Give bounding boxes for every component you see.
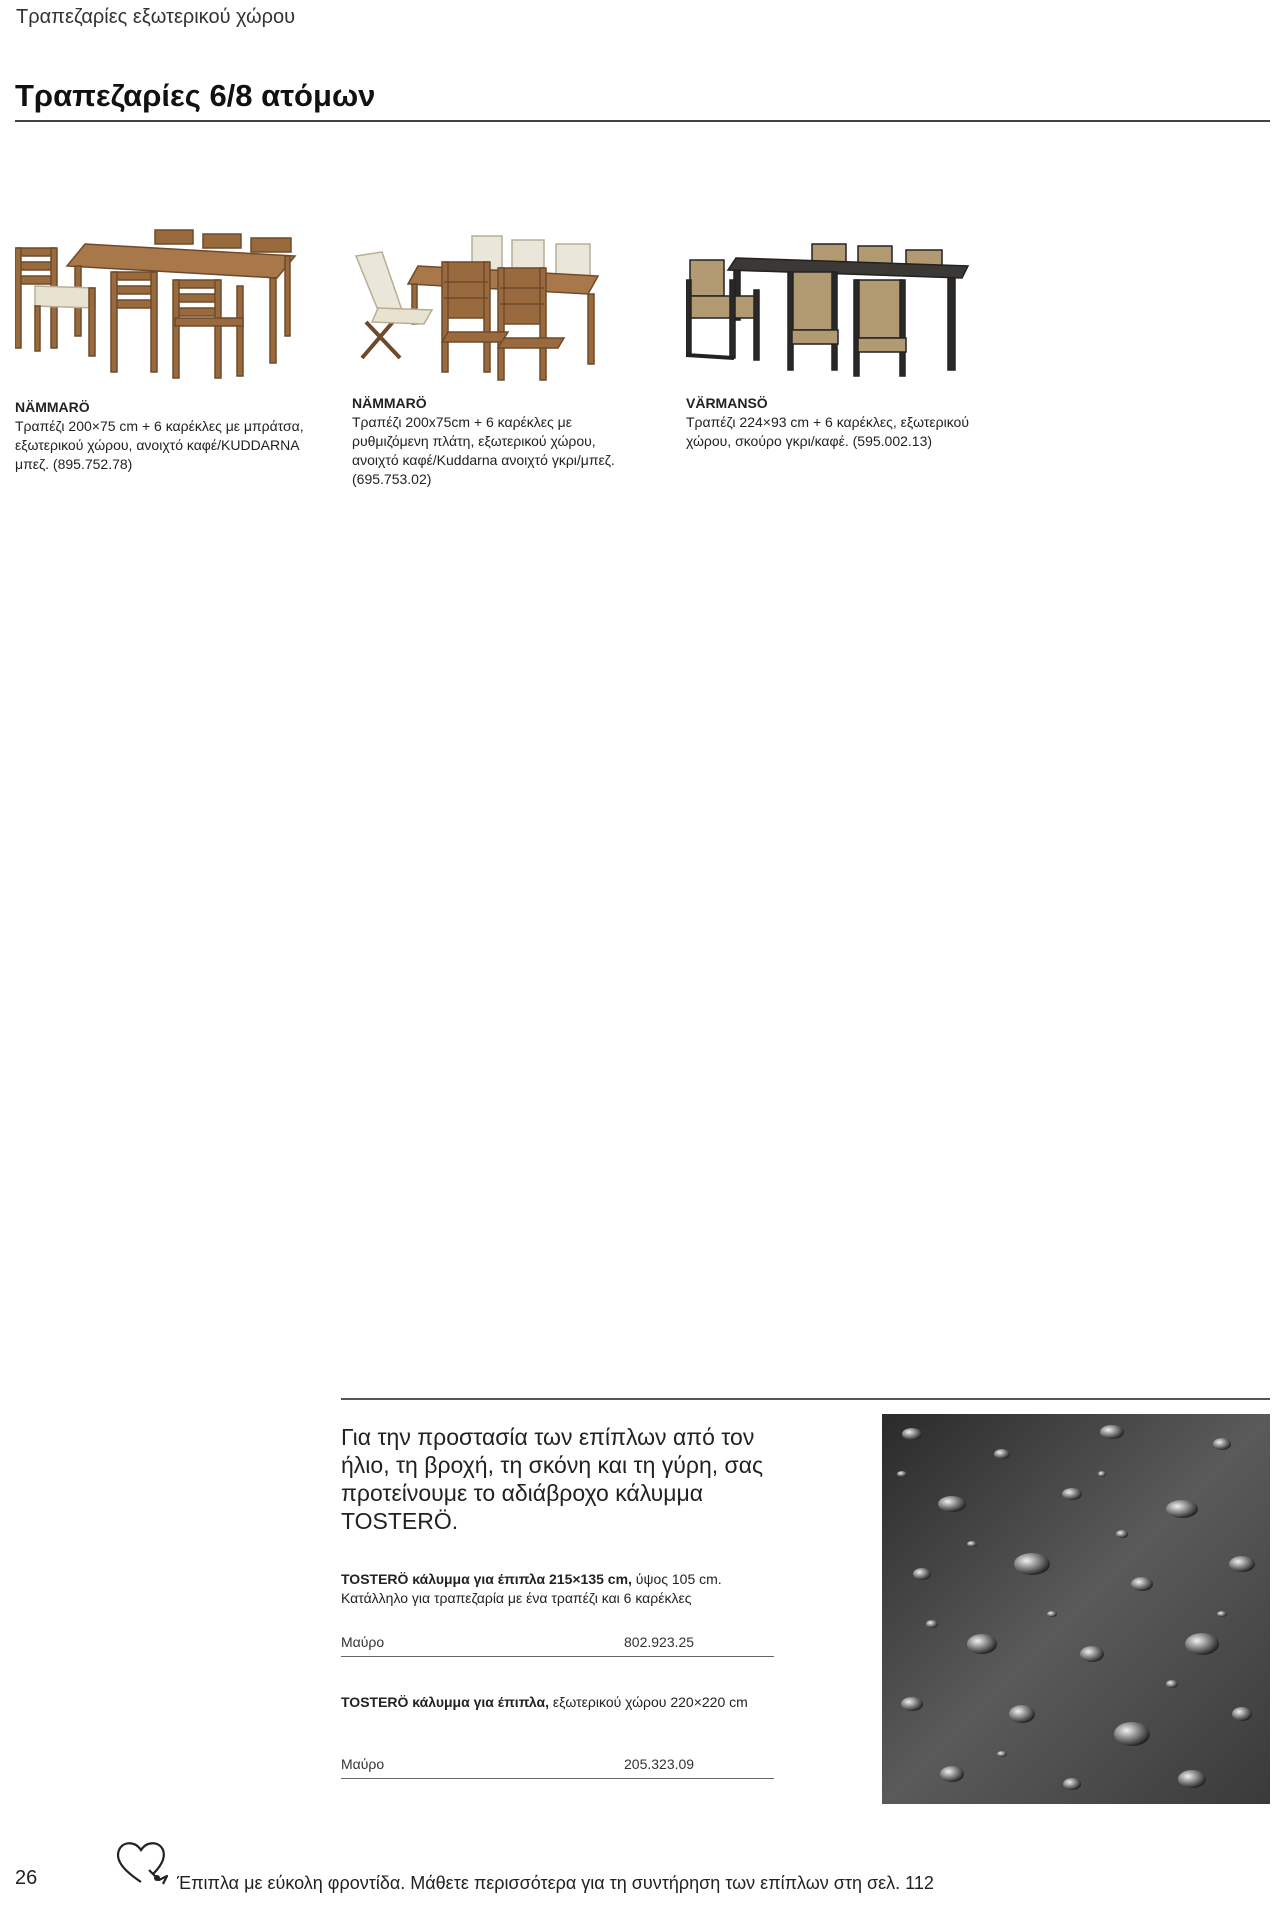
variant-color: Μαύρο bbox=[341, 1756, 385, 1772]
product-name: VÄRMANSÖ bbox=[686, 395, 768, 411]
product-image-varmanso[interactable] bbox=[686, 240, 971, 380]
care-info-text: Έπιπλα με εύκολη φροντίδα. Μάθετε περισσότερα για τη συντήρηση των επίπλων στη σελ. 112 bbox=[177, 1873, 934, 1893]
cover-item-name: TOSTERÖ κάλυμμα για έπιπλα 215×135 cm, bbox=[341, 1571, 632, 1587]
cover-item-1-variant bbox=[341, 1634, 774, 1657]
page-number: 26 bbox=[15, 1867, 38, 1889]
cover-item-2-variant bbox=[341, 1756, 774, 1779]
cover-item-details: ύψος 105 cm. Κατάλληλο για τραπεζαρία με ένα τραπέζι και 6 καρέκλες bbox=[341, 1571, 722, 1606]
breadcrumb: Τραπεζαρίες εξωτερικού χώρου bbox=[16, 6, 296, 28]
product-name: NÄMMARÖ bbox=[15, 399, 90, 415]
cover-item-2 bbox=[341, 1693, 774, 1712]
article-number: 802.923.25 bbox=[624, 1634, 695, 1650]
title-divider bbox=[15, 120, 1270, 122]
article-number: 205.323.09 bbox=[624, 1756, 695, 1772]
wooden-dining-set-reclining-chairs-icon bbox=[352, 232, 602, 387]
product-card-1 bbox=[15, 398, 305, 474]
promo-headline: Για την προστασία των επίπλων από τον ήλιο, τη βροχή, τη σκόνη και τη γύρη, σας προτείνουμε το αδιάβροχο κάλυμμα TOSTERÖ. bbox=[341, 1424, 764, 1534]
product-image-nammaro-armchairs[interactable] bbox=[15, 226, 305, 381]
page-title: Τραπεζαρίες 6/8 ατόμων bbox=[15, 78, 376, 113]
product-name: NÄMMARÖ bbox=[352, 395, 427, 411]
dark-dining-set-rattan-chairs-icon bbox=[686, 240, 971, 380]
variant-color: Μαύρο bbox=[341, 1634, 385, 1650]
cover-item-name: TOSTERÖ κάλυμμα για έπιπλα, bbox=[341, 1694, 550, 1710]
cover-item-1 bbox=[341, 1570, 774, 1608]
product-description: Τραπέζι 224×93 cm + 6 καρέκλες, εξωτερικού χώρου, σκούρο γκρι/καφέ. (595.002.13) bbox=[686, 414, 969, 449]
product-description: Τραπέζι 200x75cm + 6 καρέκλες με ρυθμιζόμενη πλάτη, εξωτερικού χώρου, ανοιχτό καφέ/Kuddarna ανοιχτό γκρι/μπεζ. (695.753.02) bbox=[352, 414, 615, 487]
product-card-2 bbox=[352, 394, 622, 489]
product-description: Τραπέζι 200×75 cm + 6 καρέκλες με μπράτσα, εξωτερικού χώρου, ανοιχτό καφέ/KUDDARNA μπεζ. (895.752.78) bbox=[15, 418, 304, 472]
heart-care-icon bbox=[113, 1834, 173, 1894]
product-image-nammaro-reclining[interactable] bbox=[352, 232, 602, 387]
product-card-3 bbox=[686, 394, 986, 451]
promo-divider bbox=[341, 1398, 1270, 1400]
water-drops-photo bbox=[882, 1414, 1270, 1804]
wooden-dining-set-armchairs-icon bbox=[15, 226, 305, 381]
cover-item-details: εξωτερικού χώρου 220×220 cm bbox=[549, 1694, 748, 1710]
